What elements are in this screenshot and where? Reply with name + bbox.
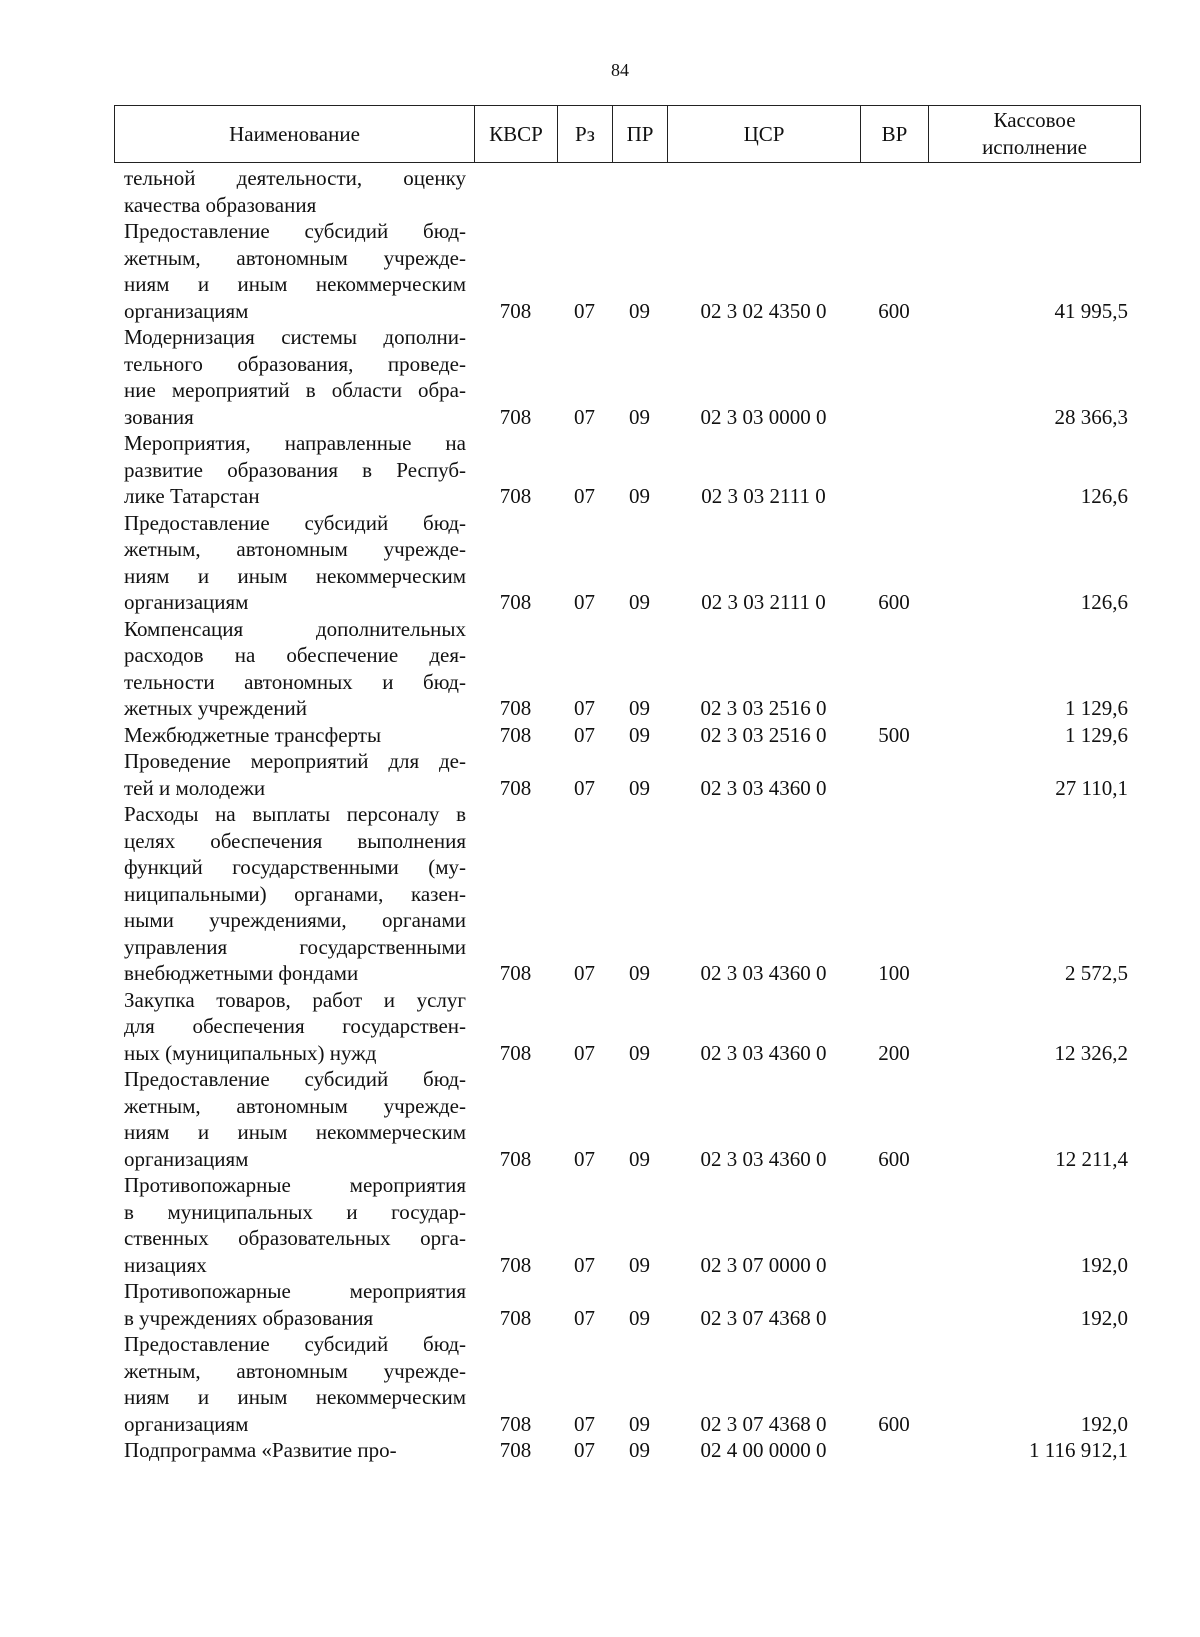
row-kvsr: 708 bbox=[499, 590, 532, 614]
row-name-line: качества образования bbox=[124, 192, 317, 217]
row-kvsr: 708 bbox=[499, 775, 532, 800]
row-name-line: зования bbox=[124, 404, 194, 429]
row-pr: 09 bbox=[629, 404, 650, 429]
row-vr: 500 bbox=[878, 722, 910, 747]
row-name-line: Предоставление субсидий бюд- bbox=[124, 510, 466, 535]
row-name-line: ниям и иным некоммерческим bbox=[124, 1385, 466, 1409]
row-amount: 28 366,3 bbox=[1054, 404, 1128, 429]
row-amount: 192,0 bbox=[1080, 1305, 1128, 1330]
row-vr: 600 bbox=[878, 1146, 910, 1171]
row-kvsr: 708 bbox=[499, 298, 532, 323]
row-name-line: жетных учреждений bbox=[124, 696, 307, 720]
table-row bbox=[114, 218, 1140, 324]
row-name-line: ниям и иным некоммерческим bbox=[124, 563, 466, 588]
row-rz: 07 bbox=[574, 775, 595, 800]
row-vr: 600 bbox=[878, 298, 910, 323]
row-pr: 09 bbox=[629, 484, 650, 508]
row-name bbox=[114, 165, 474, 218]
row-name-line: тельного образования, проведе- bbox=[124, 351, 466, 376]
row-amount: 1 129,6 bbox=[1065, 696, 1128, 720]
row-vr bbox=[860, 165, 928, 218]
row-name-line: тельной деятельности, оценку bbox=[124, 166, 466, 190]
row-name-line: Проведение мероприятий для де- bbox=[124, 749, 466, 773]
row-csr: 02 3 07 0000 0 bbox=[700, 1252, 827, 1277]
row-rz: 07 bbox=[574, 1438, 595, 1462]
row-kvsr: 708 bbox=[499, 484, 532, 508]
header-vr: ВР bbox=[861, 106, 929, 163]
row-vr bbox=[860, 1278, 928, 1331]
row-pr: 09 bbox=[629, 696, 650, 720]
row-name-line: организациям bbox=[124, 298, 249, 323]
row-name-line: Мероприятия, направленные на bbox=[124, 431, 466, 455]
row-name bbox=[114, 1331, 474, 1437]
row-name-line: лике Татарстан bbox=[124, 484, 260, 508]
table-row bbox=[114, 801, 1140, 987]
row-pr: 09 bbox=[629, 775, 650, 800]
row-kvsr: 708 bbox=[499, 1438, 532, 1462]
row-rz: 07 bbox=[574, 484, 595, 508]
row-name-line: в учреждениях образования bbox=[124, 1305, 374, 1330]
row-name-line: Расходы на выплаты персоналу в bbox=[124, 802, 466, 826]
table-row bbox=[114, 748, 1140, 801]
row-name-line: Компенсация дополнительных bbox=[124, 616, 466, 641]
row-amount: 1 116 912,1 bbox=[1029, 1438, 1128, 1462]
table-row bbox=[114, 1066, 1140, 1172]
row-name-line: тей и молодежи bbox=[124, 775, 266, 800]
row-name-line: жетным, автономным учрежде- bbox=[124, 537, 466, 561]
row-name bbox=[114, 1278, 474, 1331]
row-amount bbox=[928, 165, 1140, 218]
row-pr: 09 bbox=[629, 1040, 650, 1065]
row-csr: 02 3 03 4360 0 bbox=[700, 775, 827, 800]
row-name-line: для обеспечения государствен- bbox=[124, 1014, 466, 1038]
row-pr bbox=[612, 165, 667, 218]
header-kvsr: КВСР bbox=[475, 106, 558, 163]
table-row bbox=[114, 1172, 1140, 1278]
row-kvsr: 708 bbox=[499, 696, 532, 720]
row-pr: 09 bbox=[629, 722, 650, 747]
row-name-line: Закупка товаров, работ и услуг bbox=[124, 987, 466, 1012]
table-row bbox=[114, 165, 1140, 218]
row-pr: 09 bbox=[629, 1252, 650, 1277]
row-name-line: управления государственными bbox=[124, 934, 466, 959]
header-amount-line1: Кассовое bbox=[993, 108, 1076, 132]
row-rz: 07 bbox=[574, 696, 595, 720]
row-csr: 02 3 03 2516 0 bbox=[700, 722, 827, 747]
row-name-line: Межбюджетные трансферты bbox=[124, 722, 382, 747]
row-vr: 200 bbox=[878, 1040, 910, 1065]
row-csr: 02 3 07 4368 0 bbox=[700, 1411, 827, 1436]
row-name bbox=[114, 1066, 474, 1172]
row-rz: 07 bbox=[574, 1146, 595, 1171]
row-kvsr: 708 bbox=[499, 404, 532, 429]
row-name bbox=[114, 510, 474, 616]
row-pr: 09 bbox=[629, 298, 650, 323]
row-amount: 126,6 bbox=[1080, 484, 1128, 508]
row-vr: 100 bbox=[878, 961, 910, 985]
row-name-line: Предоставление субсидий бюд- bbox=[124, 1067, 466, 1091]
row-name-line: организациям bbox=[124, 590, 249, 614]
row-name bbox=[114, 324, 474, 430]
row-name-line: ными учреждениями, органами bbox=[124, 908, 466, 932]
row-name-line: расходов на обеспечение дея- bbox=[124, 643, 466, 667]
row-pr: 09 bbox=[629, 1438, 650, 1462]
row-amount: 27 110,1 bbox=[1055, 775, 1128, 800]
row-name-line: ниципальными) органами, казен- bbox=[124, 881, 466, 906]
row-kvsr: 708 bbox=[499, 1411, 532, 1436]
row-name-line: ных (муниципальных) нужд bbox=[124, 1040, 377, 1065]
row-name bbox=[114, 748, 474, 801]
row-amount: 12 211,4 bbox=[1055, 1146, 1128, 1171]
row-csr: 02 4 00 0000 0 bbox=[700, 1438, 827, 1462]
row-csr: 02 3 03 2516 0 bbox=[700, 696, 827, 720]
row-name-line: жетным, автономным учрежде- bbox=[124, 1093, 466, 1118]
row-name-line: ние мероприятий в области обра- bbox=[124, 378, 466, 402]
table-row bbox=[114, 510, 1140, 616]
row-rz: 07 bbox=[574, 1305, 595, 1330]
row-rz: 07 bbox=[574, 298, 595, 323]
header-csr: ЦСР bbox=[668, 106, 861, 163]
row-csr: 02 3 03 4360 0 bbox=[700, 961, 827, 985]
row-name-line: организациям bbox=[124, 1146, 249, 1171]
row-name-line: низациях bbox=[124, 1252, 207, 1277]
row-name-line: функций государственными (му- bbox=[124, 855, 466, 879]
row-name bbox=[114, 1172, 474, 1278]
header-amount-line2: исполнение bbox=[982, 135, 1087, 159]
row-rz bbox=[557, 165, 612, 218]
row-name-line: ниям и иным некоммерческим bbox=[124, 1120, 466, 1144]
table-row bbox=[114, 430, 1140, 510]
header-rz: Рз bbox=[558, 106, 613, 163]
row-csr bbox=[667, 165, 860, 218]
row-pr: 09 bbox=[629, 1411, 650, 1436]
row-kvsr: 708 bbox=[499, 1040, 532, 1065]
header-pr: ПР bbox=[613, 106, 668, 163]
row-vr bbox=[860, 324, 928, 430]
row-rz: 07 bbox=[574, 1252, 595, 1277]
row-pr: 09 bbox=[629, 1305, 650, 1330]
row-amount: 192,0 bbox=[1080, 1252, 1128, 1277]
row-rz: 07 bbox=[574, 404, 595, 429]
row-pr: 09 bbox=[629, 961, 650, 985]
row-name-line: Противопожарные мероприятия bbox=[124, 1173, 466, 1197]
row-csr: 02 3 03 2111 0 bbox=[701, 484, 826, 508]
row-amount: 126,6 bbox=[1080, 590, 1128, 614]
row-vr bbox=[860, 1437, 928, 1464]
row-kvsr: 708 bbox=[499, 1146, 532, 1171]
table-row bbox=[114, 987, 1140, 1067]
row-csr: 02 3 03 0000 0 bbox=[700, 404, 827, 429]
row-name-line: жетным, автономным учрежде- bbox=[124, 1358, 466, 1383]
row-name-line: Модернизация системы дополни- bbox=[124, 325, 466, 349]
row-amount: 12 326,2 bbox=[1054, 1040, 1128, 1065]
row-kvsr: 708 bbox=[499, 1305, 532, 1330]
row-name bbox=[114, 1437, 474, 1464]
row-name bbox=[114, 801, 474, 987]
row-name-line: целях обеспечения выполнения bbox=[124, 828, 466, 853]
header-name: Наименование bbox=[115, 106, 475, 163]
row-vr bbox=[860, 616, 928, 722]
row-rz: 07 bbox=[574, 722, 595, 747]
row-name-line: ниям и иным некоммерческим bbox=[124, 272, 466, 296]
row-kvsr: 708 bbox=[499, 961, 532, 985]
table-header bbox=[114, 105, 1141, 163]
row-name-line: Подпрограмма «Развитие про- bbox=[124, 1438, 397, 1462]
row-csr: 02 3 07 4368 0 bbox=[700, 1305, 827, 1330]
table-row bbox=[114, 1437, 1140, 1464]
table-body bbox=[114, 165, 1140, 1464]
row-amount: 1 129,6 bbox=[1065, 722, 1128, 747]
table-row bbox=[114, 324, 1140, 430]
table-row bbox=[114, 1331, 1140, 1437]
row-kvsr: 708 bbox=[499, 1252, 532, 1277]
row-name-line: тельности автономных и бюд- bbox=[124, 669, 466, 694]
row-name bbox=[114, 218, 474, 324]
row-name bbox=[114, 430, 474, 510]
row-name-line: организациям bbox=[124, 1411, 249, 1436]
table-row bbox=[114, 722, 1140, 749]
row-csr: 02 3 02 4350 0 bbox=[700, 298, 827, 323]
row-rz: 07 bbox=[574, 1040, 595, 1065]
row-csr: 02 3 03 4360 0 bbox=[700, 1146, 827, 1171]
row-name-line: Противопожарные мероприятия bbox=[124, 1279, 466, 1303]
budget-table bbox=[114, 165, 1140, 1464]
row-name-line: ственных образовательных орга- bbox=[124, 1226, 466, 1250]
row-name-line: жетным, автономным учрежде- bbox=[124, 245, 466, 270]
row-rz: 07 bbox=[574, 1411, 595, 1436]
row-vr: 600 bbox=[878, 590, 910, 614]
row-csr: 02 3 03 2111 0 bbox=[701, 590, 826, 614]
row-pr: 09 bbox=[629, 1146, 650, 1171]
header-amount bbox=[929, 106, 1141, 163]
row-name-line: Предоставление субсидий бюд- bbox=[124, 1332, 466, 1356]
table-row bbox=[114, 1278, 1140, 1331]
row-amount: 192,0 bbox=[1080, 1411, 1128, 1436]
row-amount: 41 995,5 bbox=[1054, 298, 1128, 323]
row-rz: 07 bbox=[574, 590, 595, 614]
row-name-line: Предоставление субсидий бюд- bbox=[124, 219, 466, 243]
row-name-line: развитие образования в Респуб- bbox=[124, 457, 466, 482]
row-kvsr: 708 bbox=[499, 722, 532, 747]
row-name bbox=[114, 987, 474, 1067]
row-rz: 07 bbox=[574, 961, 595, 985]
page-number: 84 bbox=[611, 60, 629, 80]
row-pr: 09 bbox=[629, 590, 650, 614]
row-kvsr bbox=[474, 165, 557, 218]
row-vr bbox=[860, 1172, 928, 1278]
row-name-line: внебюджетными фондами bbox=[124, 961, 359, 985]
row-name bbox=[114, 722, 474, 749]
row-name-line: в муниципальных и государ- bbox=[124, 1199, 466, 1224]
row-name bbox=[114, 616, 474, 722]
row-vr bbox=[860, 430, 928, 510]
row-vr: 600 bbox=[878, 1411, 910, 1436]
row-vr bbox=[860, 748, 928, 801]
row-amount: 2 572,5 bbox=[1065, 961, 1128, 985]
table-row bbox=[114, 616, 1140, 722]
row-csr: 02 3 03 4360 0 bbox=[700, 1040, 827, 1065]
